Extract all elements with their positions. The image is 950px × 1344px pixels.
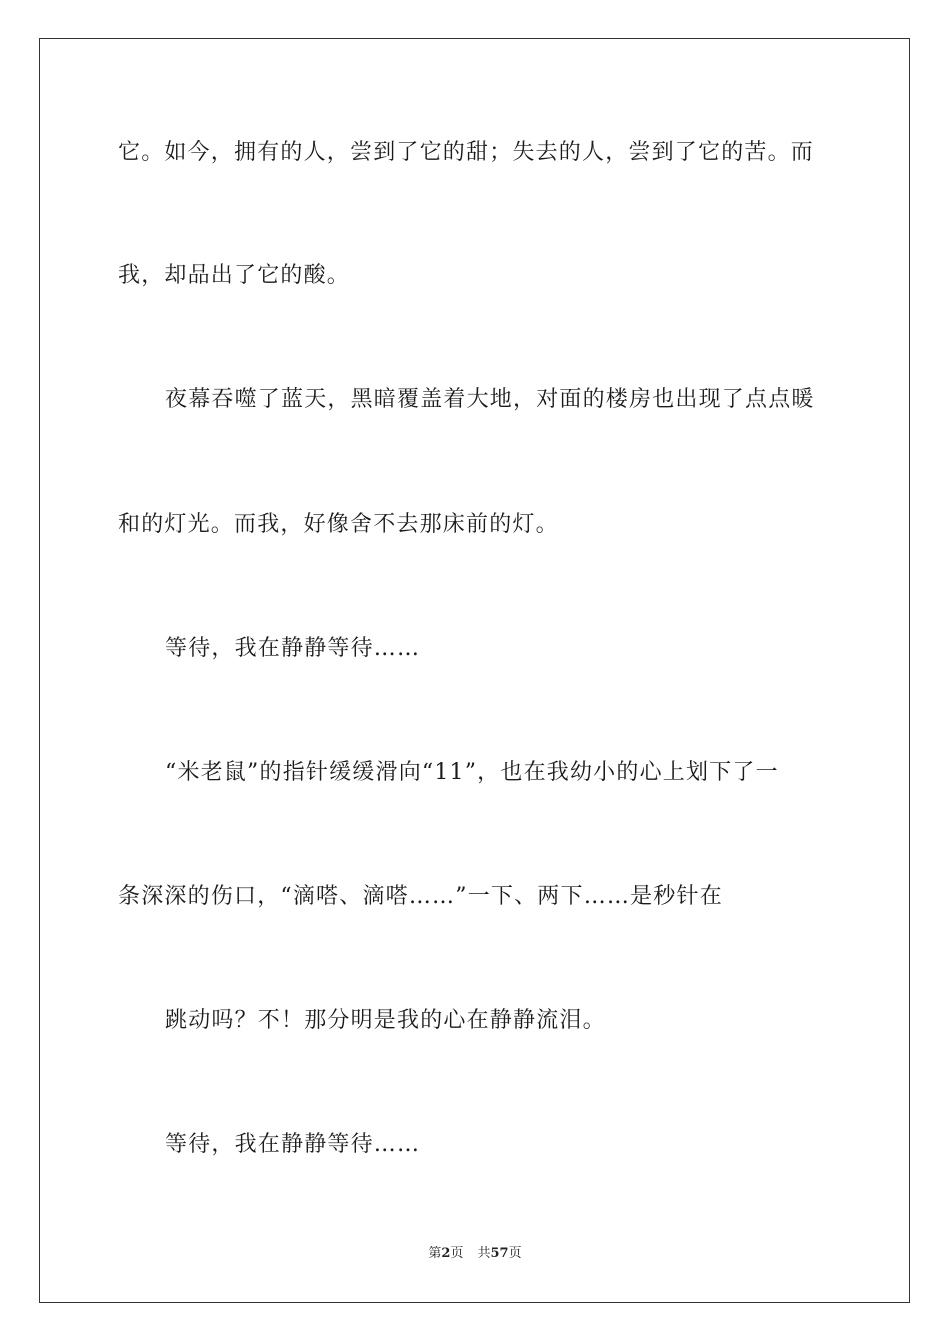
text-line: 等待，我在静静等待…… — [165, 1132, 421, 1157]
page-prefix: 第 — [428, 1246, 442, 1261]
current-page-number: 2 — [441, 1246, 451, 1261]
total-suffix: 页 — [508, 1246, 522, 1261]
page-border — [39, 38, 910, 1303]
text-line: 和的灯光。而我，好像舍不去那床前的灯。 — [118, 512, 559, 537]
text-line: 夜幕吞噬了蓝天，黑暗覆盖着大地，对面的楼房也出现了点点暖 — [165, 387, 815, 412]
total-prefix: 共 — [477, 1246, 491, 1261]
page-suffix: 页 — [450, 1246, 464, 1261]
text-line: 跳动吗？不！那分明是我的心在静静流泪。 — [165, 1008, 606, 1033]
text-line: “米老鼠”的指针缓缓滑向“11”，也在我幼小的心上划下了一 — [165, 760, 779, 785]
text-line: 我，却品出了它的酸。 — [118, 263, 351, 288]
text-line: 条深深的伤口，“滴嗒、滴嗒……”一下、两下……是秒针在 — [118, 884, 723, 909]
text-line: 它。如今，拥有的人，尝到了它的甜；失去的人，尝到了它的苦。而 — [118, 140, 815, 165]
text-line: 等待，我在静静等待…… — [165, 636, 421, 661]
total-pages-number: 57 — [490, 1246, 509, 1261]
page-footer — [0, 1245, 950, 1263]
